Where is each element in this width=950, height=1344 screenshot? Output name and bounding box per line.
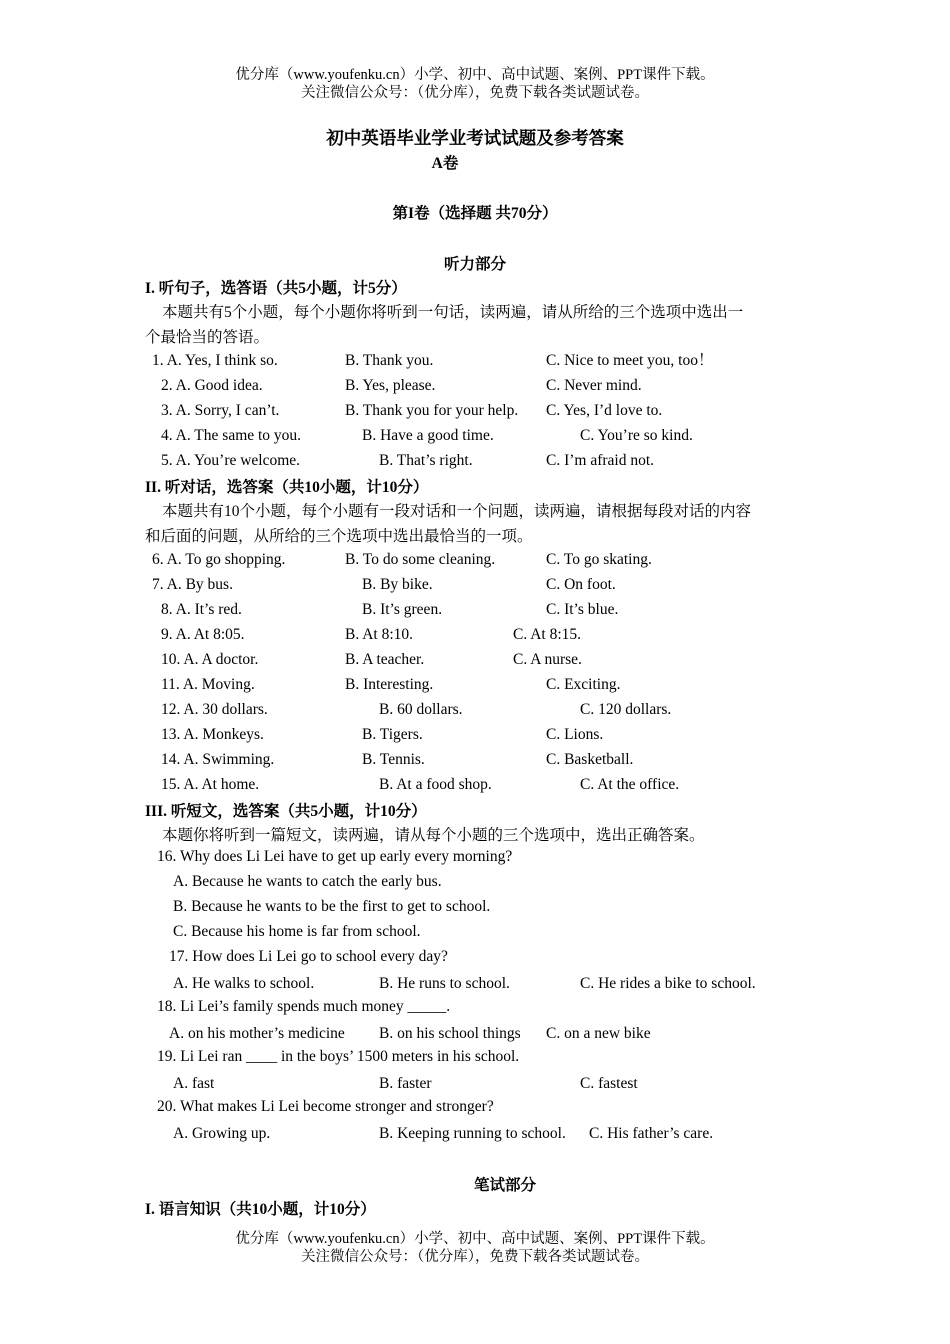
question-16: 16. Why does Li Lei have to get up early every morning? [157, 848, 513, 865]
option-c: C. He rides a bike to school. [580, 975, 756, 992]
option-a: A. fast [173, 1075, 215, 1092]
written-heading: 笔试部分 [473, 1177, 536, 1194]
option-a: 1. A. Yes, I think so. [152, 352, 278, 369]
question-row [0, 1021, 950, 1046]
question-16-option-c: C. Because his home is far from school. [173, 923, 421, 940]
question-row [0, 572, 950, 597]
option-a: 10. A. A doctor. [161, 651, 259, 668]
option-c: C. Exciting. [546, 676, 621, 693]
written-section-1-title: I. 语言知识（共10小题，计10分） [145, 1201, 376, 1218]
footer-line-2: 关注微信公众号：（优分库），免费下载各类试题试卷。 [301, 1249, 649, 1265]
option-c: C. You’re so kind. [580, 427, 693, 444]
option-b: B. A teacher. [345, 651, 425, 668]
option-c: C. fastest [580, 1075, 638, 1092]
question-row [0, 448, 950, 473]
option-b: B. Tigers. [362, 726, 423, 743]
question-row [0, 672, 950, 697]
option-a: 13. A. Monkeys. [161, 726, 264, 743]
option-c: C. Never mind. [546, 377, 642, 394]
option-b: B. Thank you for your help. [345, 402, 519, 419]
option-a: 7. A. By bus. [152, 576, 233, 593]
question-row [0, 622, 950, 647]
option-b: B. 60 dollars. [379, 701, 463, 718]
option-c: C. on a new bike [546, 1025, 651, 1042]
option-c: C. His father’s care. [589, 1125, 714, 1142]
option-b: B. It’s green. [362, 601, 443, 618]
question-row [0, 373, 950, 398]
document-title: 初中英语毕业学业考试试题及参考答案 [326, 128, 624, 148]
question-row [0, 423, 950, 448]
option-c: C. To go skating. [546, 551, 652, 568]
option-a: A. Growing up. [173, 1125, 271, 1142]
question-20: 20. What makes Li Lei become stronger and stronger? [157, 1098, 494, 1115]
option-a: 6. A. To go shopping. [152, 551, 286, 568]
option-c: C. It’s blue. [546, 601, 619, 618]
question-row [0, 971, 950, 996]
question-16-option-b: B. Because he wants to be the first to get to school. [173, 898, 491, 915]
volume-heading: 第I卷（选择题 共70分） [392, 205, 558, 222]
section-1-instruction: 本题共有5个小题，每个小题你将听到一句话，读两遍，请从所给的三个选项中选出一 [162, 304, 744, 321]
question-row [0, 722, 950, 747]
option-a: 5. A. You’re welcome. [161, 452, 301, 469]
option-b: B. Interesting. [345, 676, 434, 693]
option-b: B. Tennis. [362, 751, 425, 768]
option-c: C. Nice to meet you, too！ [546, 352, 714, 369]
header-line-1: 优分库（www.youfenku.cn）小学、初中、高中试题、案例、PPT课件下载。 [235, 67, 715, 83]
question-row [0, 1121, 950, 1146]
question-16-option-a: A. Because he wants to catch the early bus. [173, 873, 442, 890]
option-a: A. on his mother’s medicine [169, 1025, 345, 1042]
option-a: 3. A. Sorry, I can’t. [161, 402, 280, 419]
question-row [0, 697, 950, 722]
section-3-instruction: 本题你将听到一篇短文，读两遍，请从每个小题的三个选项中，选出正确答案。 [162, 827, 705, 844]
footer-line-1: 优分库（www.youfenku.cn）小学、初中、高中试题、案例、PPT课件下载。 [235, 1231, 715, 1247]
option-a: 14. A. Swimming. [161, 751, 275, 768]
question-19: 19. Li Lei ran ____ in the boys’ 1500 meters in his school. [157, 1048, 520, 1065]
option-b: B. By bike. [362, 576, 433, 593]
section-3-title: III. 听短文，选答案（共5小题，计10分） [145, 803, 427, 820]
option-c: C. A nurse. [513, 651, 582, 668]
option-c: C. Basketball. [546, 751, 634, 768]
question-row [0, 547, 950, 572]
question-row [0, 398, 950, 423]
header-line-2: 关注微信公众号：（优分库），免费下载各类试题试卷。 [301, 85, 649, 101]
option-b: B. That’s right. [379, 452, 473, 469]
section-2-instruction-cont: 和后面的问题，从所给的三个选项中选出最恰当的一项。 [145, 528, 533, 545]
question-row [0, 647, 950, 672]
option-a: 4. A. The same to you. [161, 427, 302, 444]
option-b: B. To do some cleaning. [345, 551, 496, 568]
listening-heading: 听力部分 [443, 256, 506, 273]
option-c: C. Yes, I’d love to. [546, 402, 663, 419]
option-c: C. 120 dollars. [580, 701, 672, 718]
question-row [0, 772, 950, 797]
option-c: C. On foot. [546, 576, 616, 593]
option-b: B. faster [379, 1075, 432, 1092]
question-17: 17. How does Li Lei go to school every day? [169, 948, 448, 965]
question-row [0, 747, 950, 772]
option-a: A. He walks to school. [173, 975, 315, 992]
section-1-instruction-cont: 个最恰当的答语。 [145, 329, 270, 346]
option-b: B. on his school things [379, 1025, 521, 1042]
option-a: 15. A. At home. [161, 776, 260, 793]
option-b: B. Yes, please. [345, 377, 436, 394]
document-subtitle: A卷 [431, 155, 459, 172]
option-a: 11. A. Moving. [161, 676, 255, 693]
option-b: B. Keeping running to school. [379, 1125, 566, 1142]
section-2-instruction: 本题共有10个小题，每个小题有一段对话和一个问题，读两遍，请根据每段对话的内容 [162, 503, 752, 520]
option-c: C. At 8:15. [513, 626, 582, 643]
option-c: C. Lions. [546, 726, 604, 743]
option-a: 9. A. At 8:05. [161, 626, 245, 643]
question-row [0, 348, 950, 373]
option-b: B. He runs to school. [379, 975, 510, 992]
section-2-title: II. 听对话，选答案（共10小题，计10分） [145, 479, 429, 496]
option-b: B. Thank you. [345, 352, 434, 369]
question-row [0, 1071, 950, 1096]
section-1-title: I. 听句子，选答语（共5小题，计5分） [145, 280, 407, 297]
question-18: 18. Li Lei’s family spends much money _____. [157, 998, 451, 1015]
option-a: 2. A. Good idea. [161, 377, 263, 394]
option-b: B. At 8:10. [345, 626, 414, 643]
option-a: 8. A. It’s red. [161, 601, 242, 618]
option-c: C. At the office. [580, 776, 680, 793]
question-row [0, 597, 950, 622]
option-b: B. At a food shop. [379, 776, 492, 793]
option-b: B. Have a good time. [362, 427, 494, 444]
option-a: 12. A. 30 dollars. [161, 701, 268, 718]
option-c: C. I’m afraid not. [546, 452, 655, 469]
